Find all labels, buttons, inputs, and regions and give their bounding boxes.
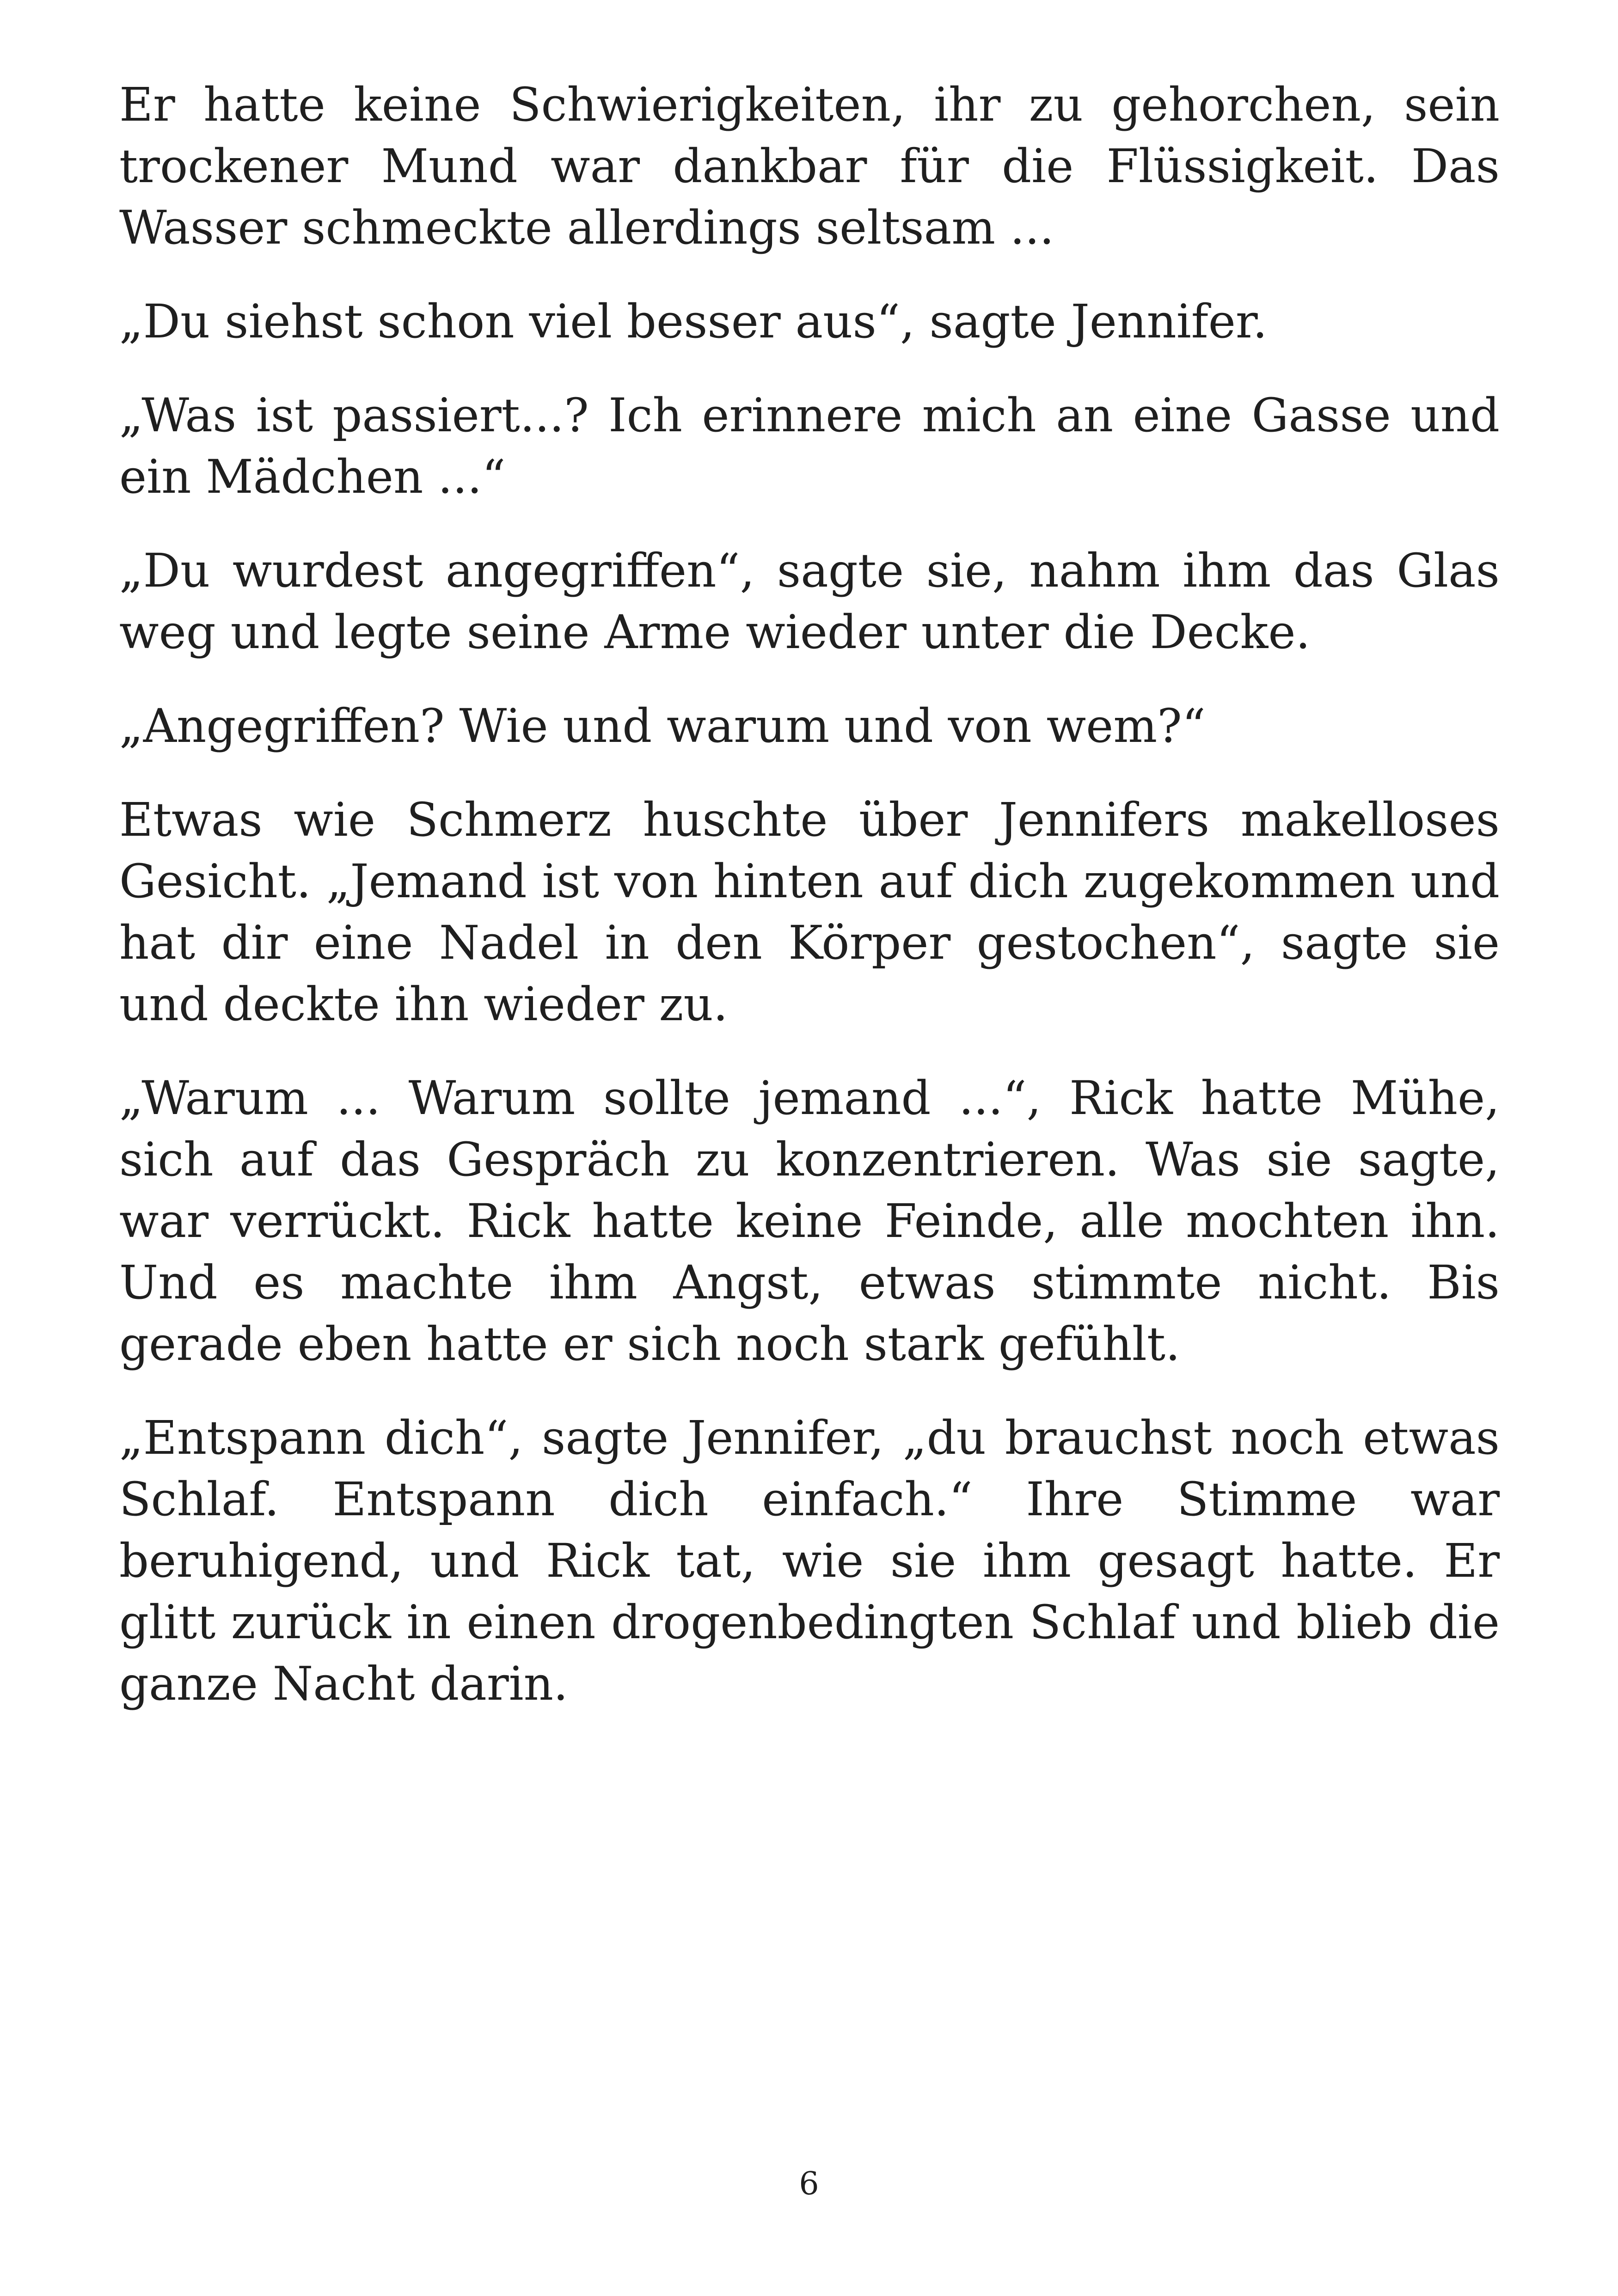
paragraph-4: „Du wurdest angegriffen“, sagte sie, nahm ihm das Glas weg und legte seine Arme wieder unter die Decke. <box>119 544 1500 659</box>
paragraph-6: Etwas wie Schmerz huschte über Jennifers makelloses Gesicht. „Jemand ist von hinten auf dich zugekommen und hat dir eine Nadel in den Körper gestochen“, sagte sie und deckte ihn wieder zu. <box>119 793 1500 1031</box>
paragraph-5: „Angegriffen? Wie und warum und von wem?“ <box>119 699 1206 753</box>
page-number: 6 <box>799 2166 819 2202</box>
paragraph-3: „Was ist passiert...? Ich erinnere mich an eine Gasse und ein Mädchen ...“ <box>119 388 1500 504</box>
paragraph-1: Er hatte keine Schwierigkeiten, ihr zu gehorchen, sein trockener Mund war dankbar für die Flüssigkeit. Das Wasser schmeckte allerdings seltsam ... <box>119 78 1500 255</box>
paragraph-8: „Entspann dich“, sagte Jennifer, „du brauchst noch etwas Schlaf. Entspann dich einfach.“ Ihre Stimme war beruhigend, und Rick tat, wie sie ihm gesagt hatte. Er glitt zurück in einen drogenbedingten Schlaf und blieb die ganze Nacht darin. <box>119 1411 1500 1711</box>
body-text <box>119 74 1500 1747</box>
paragraph-2: „Du siehst schon viel besser aus“, sagte Jennifer. <box>119 294 1268 349</box>
paragraph-7: „Warum ... Warum sollte jemand ...“, Rick hatte Mühe, sich auf das Gespräch zu konzentrieren. Was sie sagte, war verrückt. Rick hatte keine Feinde, alle mochten ihn. Und es machte ihm Angst, etwas stimmte nicht. Bis gerade eben hatte er sich noch stark gefühlt. <box>119 1071 1500 1371</box>
